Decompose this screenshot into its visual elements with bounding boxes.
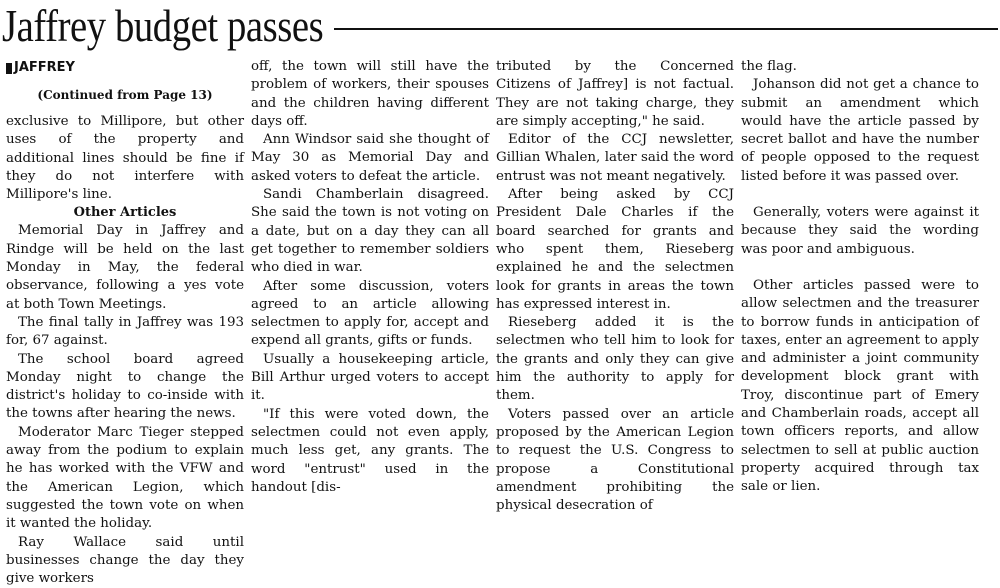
paragraph: Ray Wallace said until businesses change the day they give workers — [6, 534, 244, 587]
headline-bar — [2, 0, 998, 52]
column-2 — [251, 58, 489, 497]
dateline-text: JAFFREY — [14, 60, 75, 75]
paragraph: The school board agreed Monday night to change the district's holiday to co-inside with the towns after hearing the news. — [6, 351, 244, 422]
paragraph: After being asked by CCJ President Dale Charles if the board searched for grants and who spent them, Rieseberg explained he and the selectmen look for grants in areas the town has expressed interest in. — [496, 187, 734, 312]
paragraph: Generally, voters were against it because they said the wording was poor and ambiguous. — [741, 205, 979, 257]
paragraph: Rieseberg added it is the selectmen who tell him to look for the grants and only they can give him the authority to apply for them. — [496, 315, 734, 404]
subhead: Other Articles — [73, 205, 177, 221]
headline: Jaffrey budget passes — [2, 1, 324, 51]
paragraph: Ann Windsor said she thought of May 30 as Memorial Day and asked voters to defeat the article. — [251, 132, 489, 184]
paragraph: Other articles passed were to allow selectmen and the treasurer to borrow funds in anticipation of taxes, enter an agreement to apply and administer a joint community development block grant with Troy, discontinue part of Emery and Chamberlain roads, accept all town officers reports, and allow selectmen to sell at public auction property acquired through tax sale or lien. — [741, 277, 979, 495]
paragraph: "If this were voted down, the selectmen could not even apply, much less get, any grants. The word "entrust" used in the handout [dis- — [251, 406, 489, 495]
paragraph: the flag. — [741, 59, 797, 74]
paragraph: Memorial Day in Jaffrey and Rindge will be held on the last Monday in May, the federal observance, following a yes vote at both Town Meetings. — [6, 223, 244, 312]
continued-note: (Continued from Page 13) — [37, 88, 213, 102]
paragraph: Editor of the CCJ newsletter, Gillian Whalen, later said the word entrust was not meant negatively. — [496, 132, 734, 184]
headline-rule — [334, 28, 998, 30]
dateline-box-icon — [6, 63, 12, 74]
column-1 — [6, 58, 244, 588]
column-3 — [496, 58, 734, 515]
paragraph: tributed by the Concerned Citizens of Jaffrey] is not factual. They are not taking charge, they are simply accepting," he said. — [496, 59, 734, 129]
dateline — [6, 58, 244, 78]
paragraph: off, the town will still have the problem of workers, their spouses and the children having different days off. — [251, 59, 489, 129]
paragraph: exclusive to Millipore, but other uses of the property and additional lines should be fine if they do not interfere with Millipore's line. — [6, 114, 244, 203]
column-4 — [741, 58, 979, 497]
paragraph: The final tally in Jaffrey was 193 for, 67 against. — [6, 314, 244, 349]
paragraph: Usually a housekeeping article, Bill Arthur urged voters to accept it. — [251, 351, 489, 404]
paragraph: Johanson did not get a chance to submit an amendment which would have the article passed by secret ballot and have the number of people opposed to the request listed before it was passed over. — [741, 77, 979, 184]
paragraph: Sandi Chamberlain disagreed. She said the town is not voting on a date, but on a day they can all get together to remember soldiers who died in war. — [251, 187, 489, 276]
paragraph: After some discussion, voters agreed to an article allowing selectmen to apply for, accept and expend all grants, gifts or funds. — [251, 278, 489, 349]
paragraph: Voters passed over an article proposed by the American Legion to request the U.S. Congress to propose a Constitutional amendment prohibiting the physical desecration of — [496, 406, 734, 514]
paragraph: Moderator Marc Tieger stepped away from the podium to explain he has worked with the VFW and the American Legion, which suggested the town vote on when it wanted the holiday. — [6, 424, 244, 532]
